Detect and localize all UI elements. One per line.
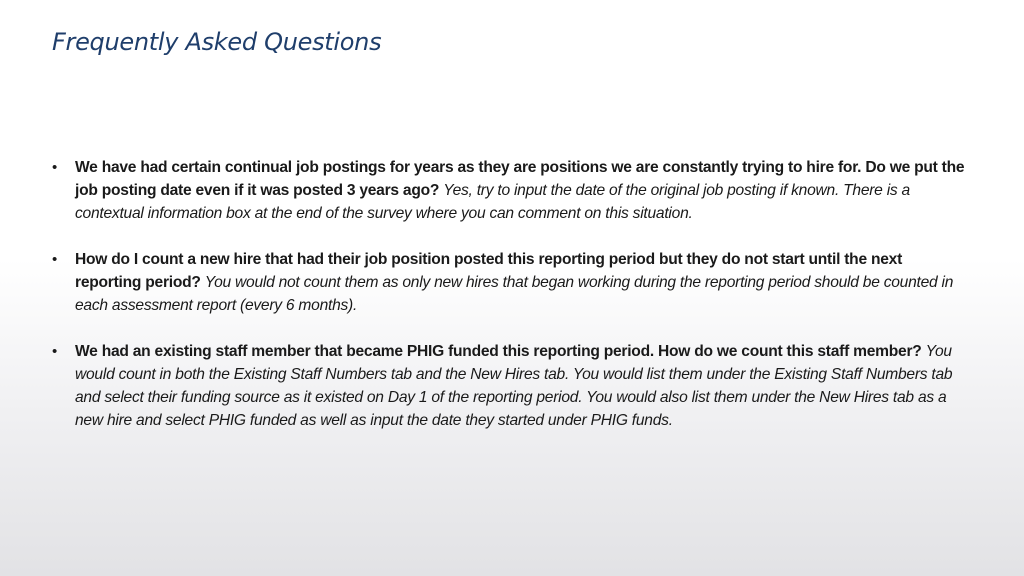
slide-title: Frequently Asked Questions bbox=[52, 28, 382, 56]
bullet-icon: • bbox=[52, 343, 58, 360]
bullet-icon: • bbox=[52, 251, 58, 268]
faq-item-phig-funded-staff bbox=[52, 340, 972, 432]
faq-answer: Yes, try to input the date of the original job posting if known. There is a contextual information box at the end of the survey where you can comment on this situation. bbox=[75, 182, 910, 222]
faq-answer: You would not count them as only new hires that began working during the reporting period should be counted in each assessment report (every 6 months). bbox=[75, 274, 954, 314]
faq-list bbox=[52, 156, 972, 455]
faq-answer: You would count in both the Existing Staff Numbers tab and the New Hires tab. You would list them under the Existing Staff Numbers tab and select their funding source as it existed on Day 1 of the reporting period. You would also list them under the New Hires tab as a new hire and select PHIG funded as well as input the date they started under PHIG funds. bbox=[75, 343, 953, 429]
faq-question: We have had certain continual job postings for years as they are positions we are constantly trying to hire for. Do we put the job posting date even if it was posted 3 years ago? bbox=[75, 159, 965, 199]
faq-question: We had an existing staff member that became PHIG funded this reporting period. How do we count this staff member? bbox=[75, 343, 922, 360]
faq-question: How do I count a new hire that had their job position posted this reporting period but they do not start until the next reporting period? bbox=[75, 251, 903, 291]
faq-item-job-posting-date bbox=[52, 156, 972, 225]
bullet-icon: • bbox=[52, 159, 58, 176]
faq-item-new-hire-count bbox=[52, 248, 972, 317]
